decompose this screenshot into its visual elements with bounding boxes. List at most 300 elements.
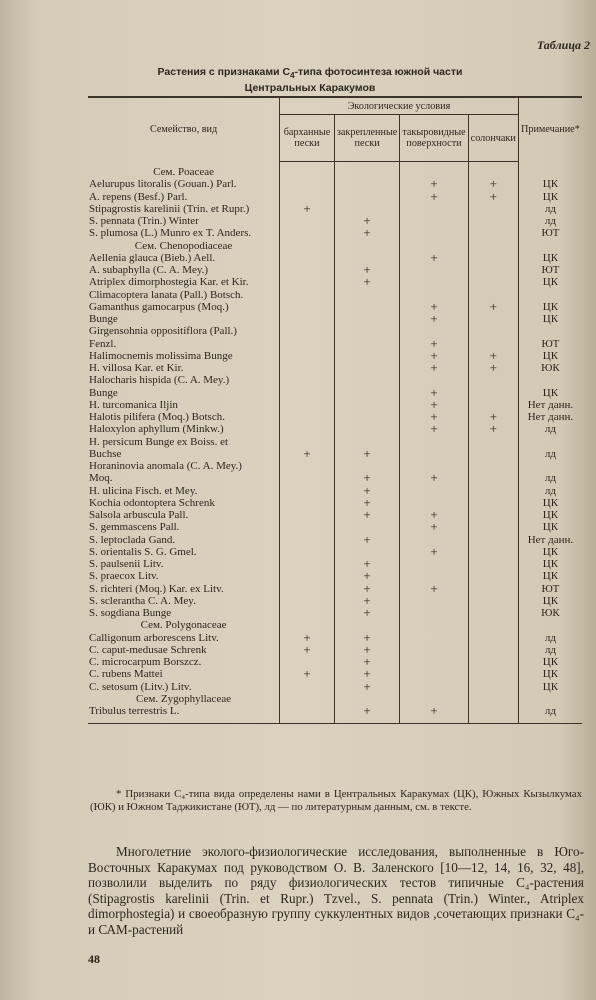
empty-cell (334, 693, 399, 705)
species-name: S. praecox Litv. (89, 570, 159, 583)
region-note: ЦК (518, 509, 582, 521)
presence-c3: + (400, 472, 468, 484)
empty-cell (280, 240, 335, 252)
family-name: Сем. Zygophyllaceae (136, 692, 232, 705)
presence-c4 (468, 289, 518, 301)
species-name: C. caput-medusae Schrenk (89, 643, 207, 656)
presence-c3: + (400, 191, 468, 203)
presence-c3: + (400, 387, 468, 399)
presence-c4 (468, 215, 518, 227)
table-caption (90, 66, 530, 95)
presence-c1 (280, 509, 335, 521)
presence-c3 (400, 374, 468, 386)
presence-c3 (400, 570, 468, 582)
empty-cell (400, 240, 468, 252)
presence-c4 (468, 583, 518, 595)
header-eco-conditions: Экологические условия (280, 97, 519, 115)
presence-c1 (280, 436, 335, 448)
presence-c3 (400, 668, 468, 680)
species-name: A. subaphylla (C. A. Mey.) (89, 264, 209, 277)
header-species: Семейство, вид (88, 97, 280, 162)
presence-c4 (468, 399, 518, 411)
presence-c4 (468, 607, 518, 619)
table-row (88, 350, 582, 362)
presence-c1 (280, 178, 335, 190)
table-row (88, 362, 582, 374)
presence-c1 (280, 681, 335, 693)
presence-c2 (334, 374, 399, 386)
presence-c3 (400, 632, 468, 644)
region-note: ЮК (518, 362, 582, 374)
presence-c4 (468, 668, 518, 680)
empty-cell (334, 240, 399, 252)
table-row (88, 632, 582, 644)
presence-c3: + (400, 399, 468, 411)
presence-c4 (468, 656, 518, 668)
region-note: ЦК (518, 387, 582, 399)
empty-cell (334, 619, 399, 631)
presence-c4 (468, 252, 518, 264)
region-note: лд (518, 423, 582, 435)
presence-c4 (468, 497, 518, 509)
species-name: Stipagrostis karelinii (Trin. et Rupr.) (89, 202, 250, 215)
table-row (88, 203, 582, 215)
region-note: ЦК (518, 301, 582, 313)
species-name: S. gemmascens Pall. (89, 521, 180, 534)
presence-c3: + (400, 178, 468, 190)
presence-c1 (280, 215, 335, 227)
presence-c1 (280, 276, 335, 288)
presence-c4 (468, 448, 518, 460)
presence-c1 (280, 227, 335, 239)
caption-text-a: Растения с признаками С (157, 66, 291, 78)
presence-c3: + (400, 509, 468, 521)
presence-c4 (468, 558, 518, 570)
table-row (88, 313, 582, 325)
presence-c4 (468, 436, 518, 448)
empty-cell (468, 166, 518, 178)
region-note: ЦК (518, 668, 582, 680)
species-name: Halotis pilifera (Moq.) Botsch. (89, 411, 225, 424)
presence-c1: + (280, 668, 335, 680)
presence-c1 (280, 362, 335, 374)
presence-c4: + (468, 178, 518, 190)
table-row (88, 509, 582, 521)
table-row (88, 472, 582, 484)
presence-c2: + (334, 705, 399, 717)
empty-cell (334, 166, 399, 178)
species-name: C. rubens Mattei (89, 668, 163, 681)
table-row (88, 178, 582, 190)
region-note: ЮТ (518, 264, 582, 276)
region-note: ЦК (518, 276, 582, 288)
presence-c1 (280, 558, 335, 570)
family-row (88, 240, 582, 252)
presence-c1 (280, 374, 335, 386)
presence-c3 (400, 656, 468, 668)
region-note: лд (518, 632, 582, 644)
region-note: Нет данн. (518, 411, 582, 423)
species-name: H. turcomanica Iljin (89, 398, 178, 411)
table-row (88, 276, 582, 288)
presence-c4 (468, 509, 518, 521)
presence-c1 (280, 521, 335, 533)
table-row (88, 423, 582, 435)
species-name: S. paulsenii Litv. (89, 558, 164, 571)
presence-c3: + (400, 423, 468, 435)
presence-c2 (334, 252, 399, 264)
species-name: Bunge (89, 313, 118, 326)
species-name: Kochia odontoptera Schrenk (89, 496, 215, 509)
presence-c4: + (468, 423, 518, 435)
species-name: Tribulus terrestris L. (89, 705, 180, 718)
species-name: Halimocnemis molissima Bunge (89, 349, 233, 362)
presence-c4 (468, 644, 518, 656)
region-note: ЦК (518, 350, 582, 362)
table-row (88, 521, 582, 533)
presence-c2: + (334, 583, 399, 595)
presence-c2: + (334, 227, 399, 239)
region-note: Нет данн. (518, 399, 582, 411)
region-note: ЦК (518, 681, 582, 693)
species-name: Atriplex dimorphostegia Kar. et Kir. (89, 276, 249, 289)
table-label: Таблица 2 (536, 38, 590, 52)
species-name: Halocharis hispida (C. A. Mey.) (89, 374, 230, 387)
region-note: ЦК (518, 570, 582, 582)
header-dune-sands: барханные пески (280, 115, 335, 162)
species-name: S. sogdiana Bunge (89, 607, 172, 620)
species-name: S. leptoclada Gand. (89, 533, 176, 546)
empty-cell (280, 166, 335, 178)
region-note: ЮТ (518, 227, 582, 239)
presence-c1: + (280, 448, 335, 460)
presence-c2 (334, 289, 399, 301)
species-name: H. villosa Kar. et Kir. (89, 362, 184, 375)
species-table (88, 96, 582, 724)
table-row (88, 399, 582, 411)
presence-c2: + (334, 276, 399, 288)
species-name: A. repens (Besf.) Parl. (89, 190, 188, 203)
presence-c2: + (334, 509, 399, 521)
species-name: Calligonum arborescens Litv. (89, 631, 219, 644)
region-note (518, 436, 582, 448)
presence-c2 (334, 411, 399, 423)
table-row (88, 374, 582, 386)
presence-c1 (280, 423, 335, 435)
presence-c2 (334, 178, 399, 190)
presence-c3 (400, 485, 468, 497)
table-row (88, 387, 582, 399)
table-row (88, 436, 582, 448)
header-fixed-sands: закрепленные пески (334, 115, 399, 162)
table-row (88, 252, 582, 264)
region-note: лд (518, 215, 582, 227)
species-name: H. ulicina Fisch. et Mey. (89, 484, 198, 497)
presence-c3: + (400, 362, 468, 374)
empty-cell (400, 619, 468, 631)
family-name: Сем. Poaceae (153, 166, 214, 179)
species-name: Moq. (89, 472, 113, 485)
empty-cell (518, 619, 582, 631)
species-name: Bunge (89, 386, 118, 399)
presence-c1 (280, 705, 335, 717)
presence-c2 (334, 325, 399, 337)
presence-c3: + (400, 705, 468, 717)
presence-c2 (334, 191, 399, 203)
region-note: ЦК (518, 521, 582, 533)
presence-c2: + (334, 644, 399, 656)
presence-c2 (334, 387, 399, 399)
region-note: ЮТ (518, 583, 582, 595)
table-row (88, 301, 582, 313)
presence-c4 (468, 681, 518, 693)
family-name: Сем. Chenopodiaceae (134, 239, 233, 252)
species-name: Haloxylon aphyllum (Minkw.) (89, 423, 224, 436)
species-name: Gamanthus gamocarpus (Moq.) (89, 300, 229, 313)
presence-c4 (468, 632, 518, 644)
table-row (88, 227, 582, 239)
presence-c4 (468, 313, 518, 325)
body-paragraph: Многолетние эколого-физиологические исследования, выполненные в Юго-Восточных Каракумах под руководством О. В. Заленского [10—12, 14, 16, 32, 48], позволили выделить по ряду физиологических тестов типичные С₄-растения (Stipagrostis karelinii (Trin. et Rupr.) Tzvel., S. pennata (Trin.) Winter., Atriplex dimorphostegia) и своеобразную группу суккулентных видов ,сочетающих признаки С₄- и САМ-растений (88, 844, 584, 937)
presence-c3: + (400, 252, 468, 264)
region-note: ЦК (518, 191, 582, 203)
species-name: Aelurupus litoralis (Gouan.) Parl. (89, 178, 237, 191)
region-note: лд (518, 203, 582, 215)
presence-c3: + (400, 338, 468, 350)
presence-c1 (280, 350, 335, 362)
presence-c4 (468, 276, 518, 288)
presence-c4 (468, 472, 518, 484)
species-name: C. setosum (Litv.) Litv. (89, 680, 192, 693)
species-name: Fenzl. (89, 337, 117, 350)
presence-c2: + (334, 570, 399, 582)
presence-c2 (334, 313, 399, 325)
family-row (88, 693, 582, 705)
table-body (88, 162, 582, 724)
presence-c1 (280, 301, 335, 313)
presence-c3 (400, 276, 468, 288)
presence-c4: + (468, 350, 518, 362)
region-note: Нет данн. (518, 534, 582, 546)
table-row (88, 656, 582, 668)
species-name: S. plumosa (L.) Munro ex T. Anders. (89, 227, 252, 240)
presence-c3 (400, 227, 468, 239)
presence-c2: + (334, 497, 399, 509)
region-note: ЦК (518, 595, 582, 607)
presence-c1 (280, 289, 335, 301)
presence-c2 (334, 301, 399, 313)
region-note (518, 460, 582, 472)
region-note: ЦК (518, 313, 582, 325)
presence-c4: + (468, 191, 518, 203)
empty-cell (280, 619, 335, 631)
presence-c2: + (334, 215, 399, 227)
presence-c1 (280, 399, 335, 411)
table-row (88, 583, 582, 595)
presence-c1 (280, 607, 335, 619)
region-note: ЮК (518, 607, 582, 619)
caption-text-b: -типа фотосинтеза южной части (294, 66, 463, 78)
empty-cell (518, 166, 582, 178)
species-name: S. sclerantha C. A. Mey. (89, 594, 196, 607)
presence-c1 (280, 264, 335, 276)
region-note: ЦК (518, 497, 582, 509)
family-row (88, 619, 582, 631)
table-row (88, 289, 582, 301)
presence-c1 (280, 313, 335, 325)
presence-c2 (334, 399, 399, 411)
presence-c4: + (468, 362, 518, 374)
presence-c3 (400, 534, 468, 546)
empty-cell (280, 693, 335, 705)
presence-c4 (468, 264, 518, 276)
presence-c1 (280, 411, 335, 423)
presence-c4 (468, 203, 518, 215)
presence-c2: + (334, 595, 399, 607)
presence-c4: + (468, 301, 518, 313)
presence-c3 (400, 595, 468, 607)
presence-c3: + (400, 546, 468, 558)
region-note (518, 374, 582, 386)
presence-c1 (280, 583, 335, 595)
presence-c3: + (400, 301, 468, 313)
presence-c3 (400, 436, 468, 448)
presence-c1 (280, 570, 335, 582)
presence-c1 (280, 546, 335, 558)
species-name: S. richteri (Moq.) Kar. ex Litv. (89, 582, 224, 595)
presence-c3 (400, 558, 468, 570)
header-takyr-surfaces: такыровидные поверхности (400, 115, 468, 162)
presence-c2: + (334, 558, 399, 570)
species-name: Climacoptera lanata (Pall.) Botsch. (89, 288, 244, 301)
presence-c1 (280, 460, 335, 472)
table-row (88, 607, 582, 619)
presence-c1 (280, 252, 335, 264)
region-note: лд (518, 644, 582, 656)
presence-c2: + (334, 656, 399, 668)
presence-c1 (280, 387, 335, 399)
region-note: лд (518, 472, 582, 484)
presence-c3 (400, 289, 468, 301)
caption-subscript: 4 (290, 71, 295, 81)
presence-c1: + (280, 203, 335, 215)
presence-c2 (334, 203, 399, 215)
presence-c2: + (334, 534, 399, 546)
presence-c3: + (400, 583, 468, 595)
presence-c1: + (280, 644, 335, 656)
presence-c4 (468, 705, 518, 717)
presence-c2: + (334, 485, 399, 497)
presence-c2 (334, 436, 399, 448)
presence-c3 (400, 264, 468, 276)
presence-c1: + (280, 632, 335, 644)
presence-c2: + (334, 607, 399, 619)
presence-c1 (280, 191, 335, 203)
presence-c4 (468, 546, 518, 558)
presence-c3 (400, 448, 468, 460)
footnote: * Признаки С₄-типа вида определены нами в Центральных Каракумах (ЦК), Южных Кызылкумах (ЮК) и Южном Таджикистане (ЮТ), лд — по литературным данным, см. в тексте. (90, 788, 582, 813)
table-row (88, 558, 582, 570)
region-note: ЦК (518, 558, 582, 570)
presence-c4 (468, 338, 518, 350)
family-row (88, 166, 582, 178)
table-row (88, 460, 582, 472)
page-number: 48 (88, 952, 100, 966)
table-row (88, 215, 582, 227)
presence-c1 (280, 497, 335, 509)
species-name: Aellenia glauca (Bieb.) Aell. (89, 251, 216, 264)
presence-c4 (468, 570, 518, 582)
empty-cell (518, 240, 582, 252)
presence-c2: + (334, 681, 399, 693)
empty-cell (518, 693, 582, 705)
presence-c4 (468, 227, 518, 239)
table-row (88, 570, 582, 582)
presence-c1 (280, 595, 335, 607)
presence-c3: + (400, 521, 468, 533)
table-row (88, 497, 582, 509)
species-name: H. persicum Bunge ex Boiss. et (89, 435, 229, 448)
region-note: ЦК (518, 656, 582, 668)
species-name: Buchse (89, 447, 122, 460)
presence-c1 (280, 534, 335, 546)
table-row (88, 411, 582, 423)
presence-c4 (468, 374, 518, 386)
presence-c4 (468, 534, 518, 546)
presence-c2 (334, 423, 399, 435)
presence-c1 (280, 472, 335, 484)
table-row (88, 534, 582, 546)
empty-cell (400, 693, 468, 705)
caption-text-line2: Центральных Каракумов (244, 82, 376, 95)
region-note: лд (518, 705, 582, 717)
presence-c4 (468, 485, 518, 497)
presence-c4 (468, 595, 518, 607)
presence-c1 (280, 485, 335, 497)
presence-c3: + (400, 350, 468, 362)
presence-c2 (334, 521, 399, 533)
presence-c4 (468, 460, 518, 472)
empty-cell (468, 240, 518, 252)
table-row (88, 668, 582, 680)
species-name: S. orientalis S. G. Gmel. (89, 545, 197, 558)
table-row (88, 325, 582, 337)
table-row (88, 191, 582, 203)
table-row (88, 264, 582, 276)
table-row (88, 644, 582, 656)
presence-c4 (468, 325, 518, 337)
presence-c3 (400, 325, 468, 337)
empty-cell (400, 166, 468, 178)
presence-c4 (468, 387, 518, 399)
region-note: лд (518, 448, 582, 460)
species-name: S. pennata (Trin.) Winter (89, 215, 199, 228)
table-row (88, 595, 582, 607)
region-note (518, 325, 582, 337)
presence-c4 (468, 521, 518, 533)
presence-c1 (280, 325, 335, 337)
presence-c3 (400, 607, 468, 619)
table-row (88, 485, 582, 497)
header-solonchaks: солончаки (468, 115, 518, 162)
table-row (88, 448, 582, 460)
presence-c2: + (334, 632, 399, 644)
presence-c2 (334, 362, 399, 374)
presence-c2 (334, 546, 399, 558)
presence-c1 (280, 338, 335, 350)
region-note: лд (518, 485, 582, 497)
table-row (88, 705, 582, 717)
